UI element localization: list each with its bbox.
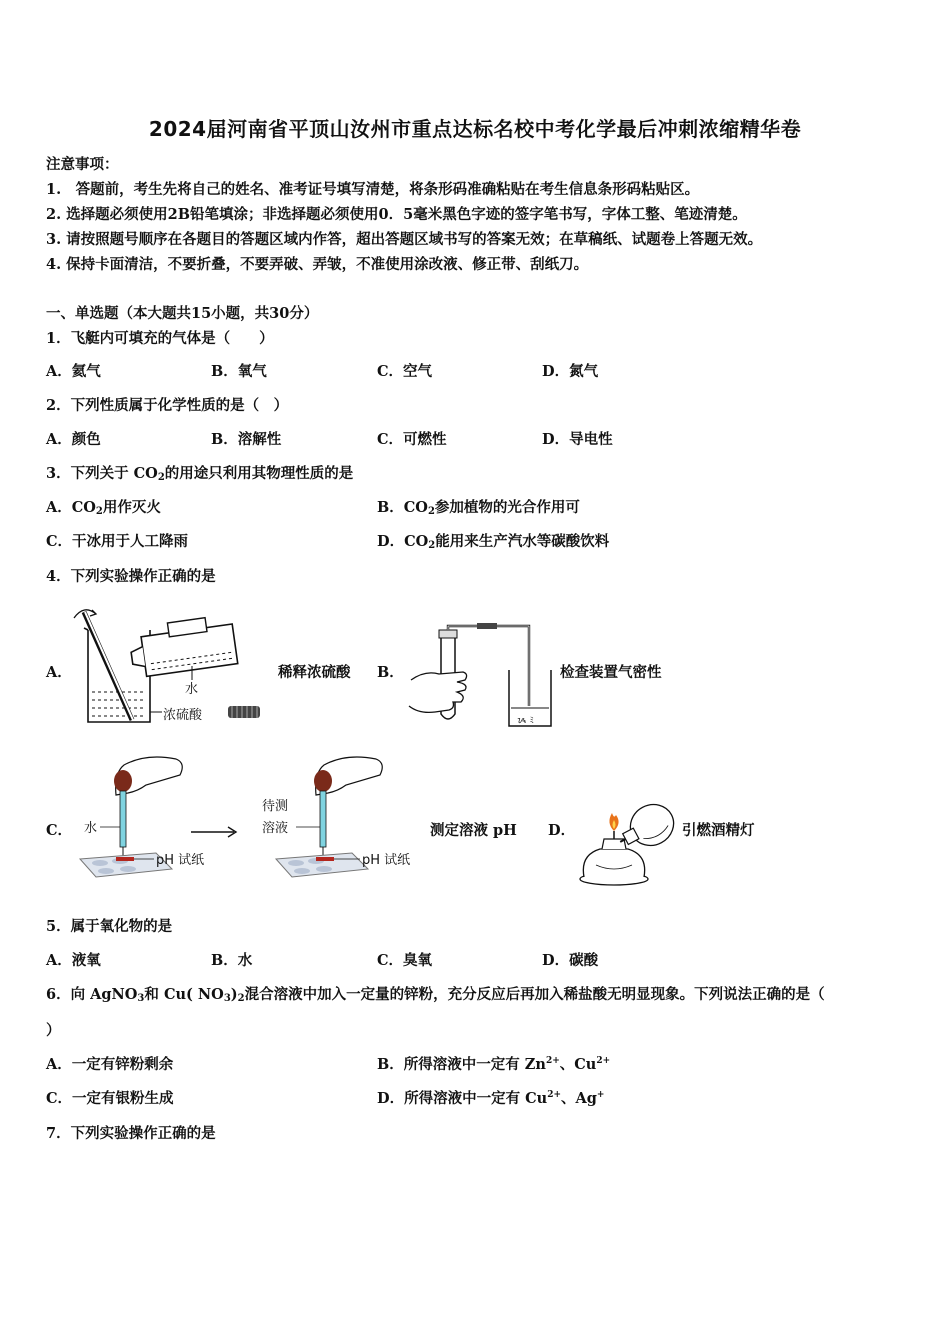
q7-stem: 7．下列实验操作正确的是 <box>46 1125 216 1142</box>
notice-item-2: 2. 选择题必须使用2B铅笔填涂；非选择题必须使用0．5毫米黑色字迹的签字笔书写，字体工整、笔迹清楚。 <box>46 206 747 223</box>
q6-option-b: B．所得溶液中一定有 $Zn^{2+}$、$Cu^{2+}$ <box>377 1056 611 1073</box>
q4-c-label-test-1: 待测 <box>262 799 289 814</box>
q4-a-diagram <box>70 600 270 730</box>
q2-stem: 2．下列性质属于化学性质的是（ ） <box>46 397 289 414</box>
q3-stem: 3．下列关于 $CO_2$的用途只利用其物理性质的是 <box>46 465 354 483</box>
q1-option-c: C．空气 <box>377 363 433 380</box>
q4-stem: 4．下列实验操作正确的是 <box>46 568 216 585</box>
q4-c-label-paper-2: pH 试纸 <box>362 853 411 868</box>
q3-option-c: C．干冰用于人工降雨 <box>46 533 189 550</box>
q2-option-b: B．溶解性 <box>211 431 282 448</box>
q4-d-diagram <box>576 795 681 890</box>
q2-option-a: A．颜色 <box>46 431 101 448</box>
notice-heading: 注意事项： <box>46 156 119 173</box>
q3-option-d: D．$CO_2$能用来生产汽水等碳酸饮料 <box>377 533 610 551</box>
q3-option-a: A．$CO_2$用作灭火 <box>46 499 161 517</box>
q4-c-label-paper-1: pH 试纸 <box>156 853 205 868</box>
q4-option-b-letter: B． <box>377 664 404 681</box>
page-title: 2024届河南省平顶山汝州市重点达标名校中考化学最后冲刺浓缩精华卷 <box>148 117 802 141</box>
q1-option-d: D．氮气 <box>542 363 599 380</box>
q1-option-a: A．氦气 <box>46 363 101 380</box>
q5-option-b: B．水 <box>211 952 253 969</box>
svg-text:ᝰ ﾐ: ᝰ ﾐ <box>517 716 534 726</box>
q2-option-d: D．导电性 <box>542 431 613 448</box>
q3-option-b: B．$CO_2$参加植物的光合作用可 <box>377 499 580 517</box>
notice-item-3: 3. 请按照题号顺序在各题目的答题区域内作答，超出答题区域书写的答案无效；在草稿纸、试题卷上答题无效。 <box>46 231 763 248</box>
q4-option-d-letter: D． <box>548 822 576 839</box>
section-heading: 一、单选题（本大题共15小题，共30分） <box>46 305 319 322</box>
q4-b-diagram <box>405 622 560 732</box>
q4-c-label-test-2: 溶液 <box>262 821 289 836</box>
q5-option-d: D．碳酸 <box>542 952 599 969</box>
q4-option-b-caption: 检查装置气密性 <box>560 664 662 681</box>
q1-option-b: B．氧气 <box>211 363 267 380</box>
q6-option-d: D．所得溶液中一定有 $Cu^{2+}$、Ag+ <box>377 1090 605 1107</box>
q4-c-diagram <box>76 755 426 885</box>
q5-stem: 5．属于氧化物的是 <box>46 918 173 935</box>
q4-option-c-caption: 测定溶液 pH <box>430 822 517 839</box>
q6-option-c: C．一定有银粉生成 <box>46 1090 174 1107</box>
q6-option-a: A．一定有锌粉剩余 <box>46 1056 174 1073</box>
q4-option-a-letter: A． <box>46 664 72 681</box>
q4-option-c-letter: C． <box>46 822 73 839</box>
notice-item-1: 1. 答题前，考生先将自己的姓名、准考证号填写清楚，将条形码准确粘贴在考生信息条形码粘贴区。 <box>46 181 700 198</box>
q2-option-c: C．可燃性 <box>377 431 447 448</box>
q1-stem: 1．飞艇内可填充的气体是（ ） <box>46 330 274 347</box>
q4-option-a-caption: 稀释浓硫酸 <box>278 664 351 681</box>
q4-a-label-acid: 浓硫酸 <box>163 708 203 723</box>
q6-stem-line-2: ） <box>46 1022 61 1039</box>
q4-option-d-caption: 引燃酒精灯 <box>682 822 755 839</box>
q6-stem: 6．向 AgNO$_3$和 Cu( $NO_3)_2$混合溶液中加入一定量的锌粉，充分反应后再加入稀盐酸无明显现象。下列说法正确的是（ <box>46 986 825 1004</box>
q5-option-c: C．臭氧 <box>377 952 433 969</box>
q5-option-a: A．液氧 <box>46 952 101 969</box>
notice-item-4: 4. 保持卡面清洁，不要折叠，不要弄破、弄皱，不准使用涂改液、修正带、刮纸刀。 <box>46 256 589 273</box>
q4-a-label-water: 水 <box>185 682 199 697</box>
q4-c-label-water: 水 <box>84 821 98 836</box>
